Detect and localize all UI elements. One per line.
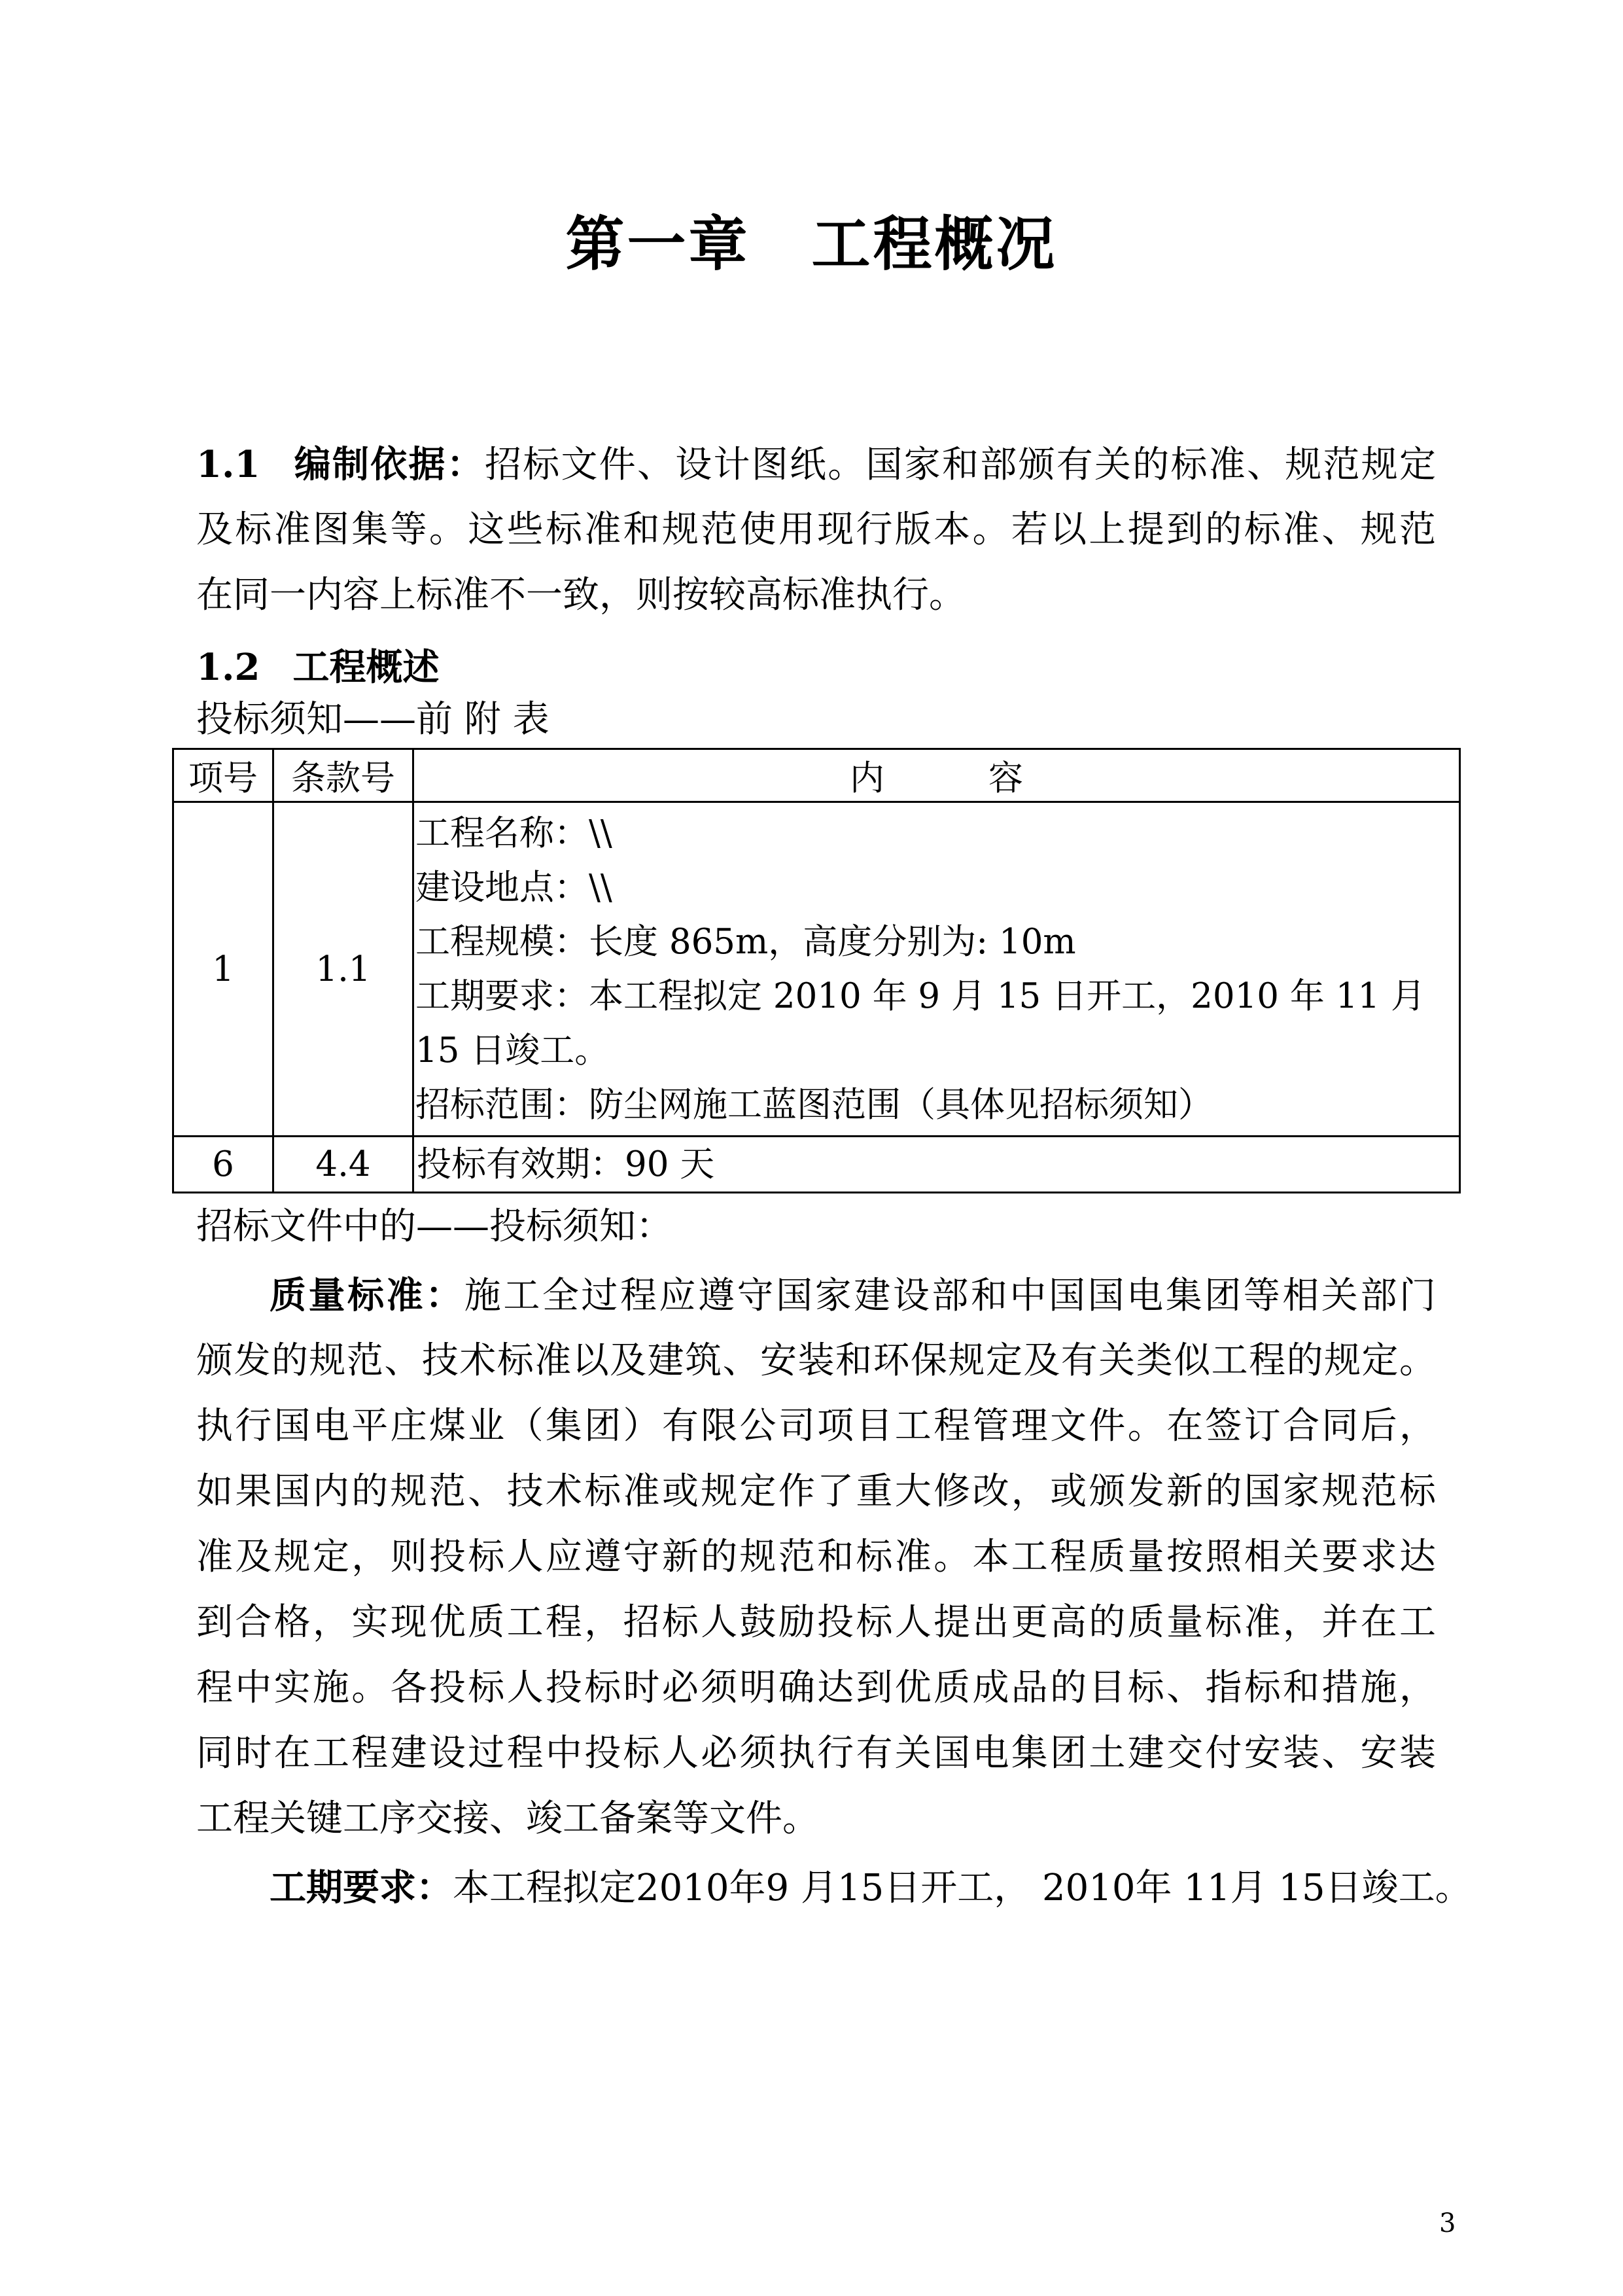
clause-cell: 1.1 xyxy=(273,802,413,1137)
quality-line xyxy=(270,1263,1436,1328)
page-number: 3 xyxy=(1439,2208,1456,2238)
table-row xyxy=(173,802,1460,1137)
table-caption: 投标须知——前 附 表 xyxy=(196,698,550,741)
content-line: 工程规模：长度 865m，高度分别为: 10m xyxy=(415,922,1076,962)
quality-text: 程中实施。各投标人投标时必须明确达到优质成品的目标、指标和措施， xyxy=(196,1667,1436,1709)
section-text: 及标准图集等。这些标准和规范使用现行版本。若以上提到的标准、规范 xyxy=(196,508,1436,551)
quality-text: 工程关键工序交接、竣工备案等文件。 xyxy=(196,1797,819,1840)
item-cell: 1 xyxy=(173,802,273,1137)
section-number: 1.2 xyxy=(196,646,260,689)
notice-heading: 招标文件中的——投标须知： xyxy=(196,1205,672,1248)
schedule-label: 工期要求： xyxy=(270,1866,453,1909)
header-content: 内 容 xyxy=(413,749,1460,802)
table-header-row xyxy=(173,749,1460,802)
section-text: 在同一内容上标准不一致，则按较高标准执行。 xyxy=(196,574,966,616)
quality-text: 执行国电平庄煤业（集团）有限公司项目工程管理文件。在签订合同后， xyxy=(196,1405,1436,1447)
header-item: 项号 xyxy=(173,749,273,802)
content-cell xyxy=(413,1137,1460,1193)
content-line: 工期要求：本工程拟定 2010 年 9 月 15 日开工，2010 年 11 月 xyxy=(415,976,1425,1016)
content-line: 15 日竣工。 xyxy=(415,1031,610,1070)
section-label: 编制依据： xyxy=(292,443,485,486)
quality-text: 施工全过程应遵守国家建设部和中国国电集团等相关部门 xyxy=(464,1275,1437,1317)
quality-text: 准及规定，则投标人应遵守新的规范和标准。本工程质量按照相关要求达 xyxy=(196,1536,1436,1578)
quality-text: 到合格，实现优质工程，招标人鼓励投标人提出更高的质量标准，并在工 xyxy=(196,1601,1436,1644)
content-line: 工程名称：\\ xyxy=(415,813,612,853)
quality-text: 如果国内的规范、技术标准或规定作了重大修改，或颁发新的国家规范标 xyxy=(196,1470,1436,1513)
content-line: 招标范围：防尘网施工蓝图范围（具体见招标须知） xyxy=(415,1085,1213,1125)
content-line: 建设地点：\\ xyxy=(415,868,612,908)
header-clause: 条款号 xyxy=(273,749,413,802)
quality-text: 颁发的规范、技术标准以及建筑、安装和环保规定及有关类似工程的规定。 xyxy=(196,1339,1436,1382)
table-row xyxy=(173,1137,1460,1193)
clause-cell: 4.4 xyxy=(273,1137,413,1193)
chapter-title: 第一章 工程概况 xyxy=(565,209,1058,279)
section-label: 工程概述 xyxy=(292,646,440,689)
quality-text: 同时在工程建设过程中投标人必须执行有关国电集团土建交付安装、安装 xyxy=(196,1732,1436,1775)
section-number: 1.1 xyxy=(196,443,260,486)
content-line: 投标有效期：90 天 xyxy=(417,1144,715,1184)
quality-label: 质量标准： xyxy=(270,1274,464,1317)
schedule-text: 本工程拟定2010年9 月15日开工， 2010年 11月 15日竣工。 xyxy=(453,1867,1472,1909)
section-text: 招标文件、设计图纸。国家和部颁有关的标准、规范规定 xyxy=(484,444,1437,486)
content-cell xyxy=(413,802,1460,1137)
section-1-1-line xyxy=(196,432,1436,497)
item-cell: 6 xyxy=(173,1137,273,1193)
schedule-line xyxy=(270,1855,1472,1920)
bid-notice-table xyxy=(172,748,1461,1193)
